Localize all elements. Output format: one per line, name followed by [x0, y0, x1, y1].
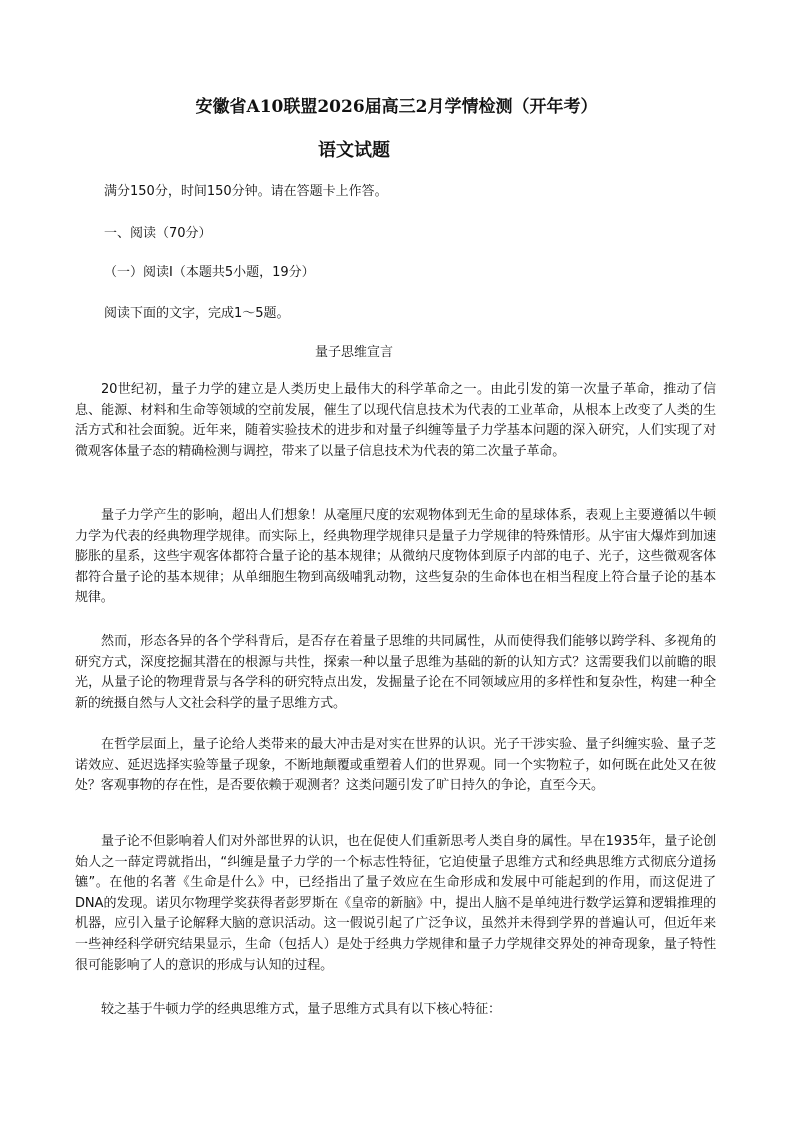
exam-title: 安徽省A10联盟2026届高三2月学情检测（开年考） — [195, 97, 598, 117]
article-paragraph: 量子力学产生的影响，超出人们想象！从毫厘尺度的宏观物体到无生命的星球体系，表观上主要遵循以牛顿力学为代表的经典物理学规律。而实际上，经典物理学规律只是量子力学规律的特殊情形。从宇宙大爆炸到加速膨胀的星系，这些宇观客体都符合量子论的基本规律；从微纳尺度物体到原子内部的电子、光子，这些微观客体都符合量子论的基本规律；从单细胞生物到高级哺乳动物，这些复杂的生命体也在相当程度上符合量子论的基本规律。 — [75, 508, 716, 606]
reading-prompt: 阅读下面的文字，完成1～5题。 — [104, 306, 290, 321]
article-title: 量子思维宣言 — [314, 345, 393, 360]
score-time-instruction: 满分150分，时间150分钟。请在答题卡上作答。 — [104, 184, 388, 199]
article-paragraph: 20世纪初，量子力学的建立是人类历史上最伟大的科学革命之一。由此引发的第一次量子革命，推动了信息、能源、材料和生命等领域的空前发展，催生了以现代信息技术为代表的工业革命，从根本上改变了人类的生活方式和社会面貌。近年来，随着实验技术的进步和对量子纠缠等量子力学基本问题的深入研究，人们实现了对微观客体量子态的精确检测与调控，带来了以量子信息技术为代表的第二次量子革命。 — [75, 382, 716, 459]
article-paragraph: 在哲学层面上，量子论给人类带来的最大冲击是对实在世界的认识。光子干涉实验、量子纠缠实验、量子芝诺效应、延迟选择实验等量子现象，不断地颠覆或重塑着人们的世界观。同一个实物粒子，如何既在此处又在彼处？客观事物的存在性，是否要依赖于观测者？这类问题引发了旷日持久的争论，直至今天。 — [75, 737, 716, 794]
section-heading: 一、阅读（70分） — [104, 226, 212, 241]
subject-title: 语文试题 — [318, 140, 390, 161]
article-paragraph: 然而，形态各异的各个学科背后，是否存在着量子思维的共同属性，从而使得我们能够以跨学科、多视角的研究方式，深度挖掘其潜在的根源与共性，探索一种以量子思维为基础的新的认知方式？这需要我们以前瞻的眼光，从量子论的物理背景与各学科的研究特点出发，发掘量子论在不同领域应用的多样性和复杂性，构建一种全新的统摄自然与人文社会科学的量子思维方式。 — [75, 634, 716, 711]
article-paragraph: 量子论不但影响着人们对外部世界的认识，也在促使人们重新思考人类自身的属性。早在1935年，量子论创始人之一薛定谔就指出，“纠缠是量子力学的一个标志性特征，它迫使量子思维方式和经典思维方式彻底分道扬镳”。在他的名著《生命是什么》中，已经指出了量子效应在生命形成和发展中可能起到的作用，而这促进了DNA的发现。诺贝尔物理学奖获得者彭罗斯在《皇帝的新脑》中，提出人脑不是单纯进行数学运算和逻辑推理的机器，应引入量子论解释大脑的意识活动。这一假说引起了广泛争议，虽然并未得到学界的普遍认可，但近年来一些神经科学研究结果显示，生命（包括人）是处于经典力学规律和量子力学规律交界处的神奇现象，量子特性很可能影响了人的意识的形成与认知的过程。 — [75, 834, 716, 973]
subsection-heading: （一）阅读Ⅰ（本题共5小题，19分） — [104, 265, 315, 280]
article-paragraph: 较之基于牛顿力学的经典思维方式，量子思维方式具有以下核心特征： — [101, 1002, 501, 1017]
